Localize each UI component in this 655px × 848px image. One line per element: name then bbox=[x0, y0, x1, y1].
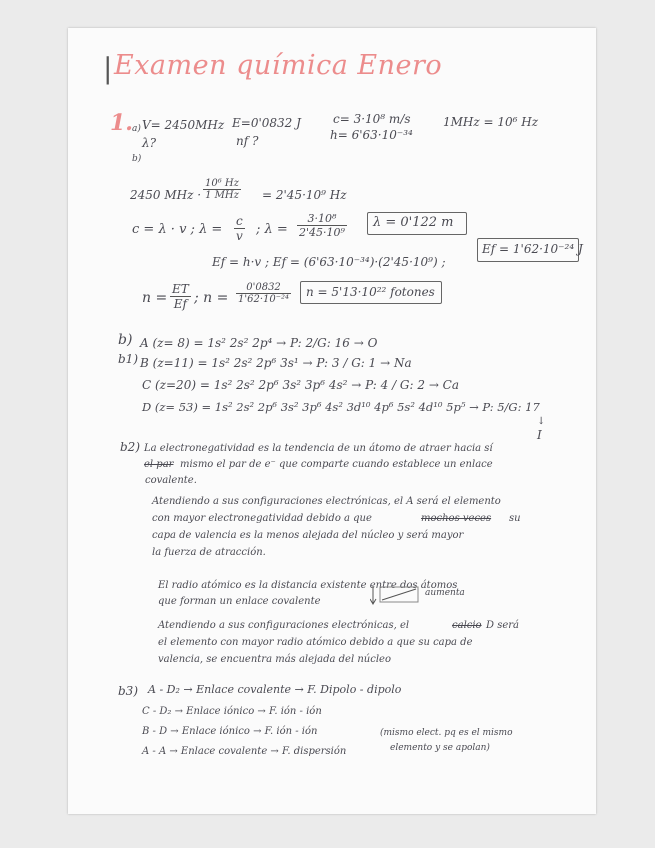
part-b-label: b) bbox=[118, 332, 133, 348]
electronegativity-def-line2: mismo el par de e⁻ que comparte cuando establece un enlace bbox=[180, 459, 493, 470]
radius-trend-diagonal bbox=[382, 589, 416, 600]
lambda-denominator-v: v bbox=[236, 229, 243, 243]
question-number: 1. bbox=[110, 110, 133, 136]
photon-count-numerator: 0'0832 bbox=[236, 282, 291, 294]
photon-count-fraction-numeric bbox=[236, 282, 291, 305]
bond-a-a-note-line1: (mismo elect. pq es el mismo bbox=[380, 728, 513, 738]
radius-trend-diagram bbox=[370, 584, 422, 606]
atomic-radius-def-line1: El radio atómico es la distancia existente entre dos átomos bbox=[158, 580, 458, 591]
conversion-denominator: 1 MHz bbox=[205, 190, 239, 201]
iodine-down-arrow: ↓ bbox=[537, 416, 546, 427]
conversion-right: = 2'45·10⁹ Hz bbox=[262, 188, 347, 202]
part-a-label: a) bbox=[132, 124, 141, 134]
lambda-denominator: 2'45·10⁹ bbox=[299, 226, 345, 239]
electronegativity-ans-line1: Atendiendo a sus configuraciones electrónicas, el A será el elemento bbox=[152, 496, 501, 507]
conversion-fraction bbox=[203, 178, 241, 201]
atomic-radius-ans-strike: calcio bbox=[452, 620, 482, 631]
electronegativity-ans-line2: con mayor electronegatividad debido a que bbox=[152, 513, 372, 524]
lambda-equation-start: c = λ · v ; λ = bbox=[132, 222, 223, 237]
photon-count-denominator: 1'62·10⁻²⁴ bbox=[238, 294, 290, 305]
given-mhz-conversion: 1MHz = 10⁶ Hz bbox=[443, 115, 539, 129]
configuration-c: C (z=20) = 1s² 2s² 2p⁶ 3s² 3p⁶ 4s² → P: 4 / G: 2 → Ca bbox=[142, 378, 460, 392]
given-energy: E=0'0832 J bbox=[232, 116, 301, 130]
bond-b-d: B - D → Enlace iónico → F. ión - ión bbox=[142, 726, 318, 737]
electronegativity-def-line3: covalente. bbox=[145, 475, 197, 486]
photon-energy-result: Ef = 1'62·10⁻²⁴ J bbox=[482, 242, 583, 256]
conversion-left: 2450 MHz · bbox=[130, 188, 202, 202]
electronegativity-ans-line2-end: su bbox=[509, 513, 521, 524]
bond-a-d2: A - D₂ → Enlace covalente → F. Dipolo - dipolo bbox=[148, 683, 402, 696]
page-title: Examen química Enero bbox=[114, 50, 443, 81]
photon-count-denominator-ef: Ef bbox=[173, 297, 187, 311]
atomic-radius-ans-line2: el elemento con mayor radio atómico debido a que su capa de bbox=[158, 637, 473, 648]
atomic-radius-ans-line3: valencia, se encuentra más alejada del núcleo bbox=[158, 654, 391, 665]
lambda-fraction-symbolic bbox=[234, 214, 245, 243]
radius-trend-label: aumenta bbox=[425, 588, 465, 598]
given-planck: h= 6'63·10⁻³⁴ bbox=[330, 128, 413, 142]
electronegativity-ans-line3: capa de valencia es la menos alejada del núcleo y será mayor bbox=[152, 530, 464, 541]
part-b1-label: b1) bbox=[118, 352, 138, 366]
unknown-photons: nf ? bbox=[236, 134, 259, 148]
electronegativity-def-line1: La electronegatividad es la tendencia de un átomo de atraer hacia sí bbox=[144, 443, 493, 454]
part-b3-label: b3) bbox=[118, 684, 138, 698]
lambda-equation-mid: ; λ = bbox=[256, 222, 288, 237]
part-b2-label: b2) bbox=[120, 440, 140, 454]
atomic-radius-ans-line1-end: D será bbox=[486, 620, 519, 631]
lambda-numerator-c: c bbox=[234, 214, 245, 229]
photon-count-numerator-et: ET bbox=[172, 282, 189, 296]
photon-count-equation-start: n = bbox=[142, 290, 168, 306]
conversion-numerator: 10⁶ Hz bbox=[205, 178, 239, 189]
unknown-lambda: λ? bbox=[142, 136, 157, 150]
given-frequency: V= 2450MHz bbox=[142, 118, 225, 132]
configuration-a: A (z= 8) = 1s² 2s² 2p⁴ → P: 2/G: 16 → O bbox=[140, 336, 378, 350]
given-light-speed: c= 3·10⁸ m/s bbox=[333, 112, 411, 126]
title-bar-mark: | bbox=[103, 52, 113, 85]
bond-c-d2: C - D₂ → Enlace iónico → F. ión - ión bbox=[142, 706, 322, 717]
atomic-radius-ans-line1: Atendiendo a sus configuraciones electrónicas, el bbox=[158, 620, 410, 631]
photon-count-result: n = 5'13·10²² fotones bbox=[306, 285, 435, 299]
configuration-d: D (z= 53) = 1s² 2s² 2p⁶ 3s² 3p⁶ 4s² 3d¹⁰ 4p⁶ 5s² 4d¹⁰ 5p⁵ → P: 5/G: 17 bbox=[142, 400, 540, 414]
lambda-numerator: 3·10⁸ bbox=[297, 212, 347, 226]
atomic-radius-def-line2: que forman un enlace covalente bbox=[158, 596, 321, 607]
electronegativity-ans-line4: la fuerza de atracción. bbox=[152, 547, 266, 558]
lambda-result: λ = 0'122 m bbox=[373, 215, 454, 230]
part-b-label-small: b) bbox=[132, 154, 142, 164]
bond-a-a-note-line2: elemento y se apolan) bbox=[390, 743, 490, 753]
electronegativity-def-strike: el par bbox=[144, 459, 174, 470]
bond-a-a: A - A → Enlace covalente → F. dispersión bbox=[142, 746, 347, 757]
iodine-symbol: I bbox=[537, 428, 542, 442]
lambda-fraction-numeric bbox=[297, 212, 347, 239]
photon-energy-equation: Ef = h·v ; Ef = (6'63·10⁻³⁴)·(2'45·10⁹) ; bbox=[212, 255, 446, 269]
photon-count-equation-mid: ; n = bbox=[194, 290, 229, 306]
configuration-b: B (z=11) = 1s² 2s² 2p⁶ 3s¹ → P: 3 / G: 1 → Na bbox=[140, 356, 412, 370]
photon-count-fraction-symbolic bbox=[170, 282, 191, 311]
electronegativity-ans-strike: mochos veces bbox=[421, 513, 492, 524]
